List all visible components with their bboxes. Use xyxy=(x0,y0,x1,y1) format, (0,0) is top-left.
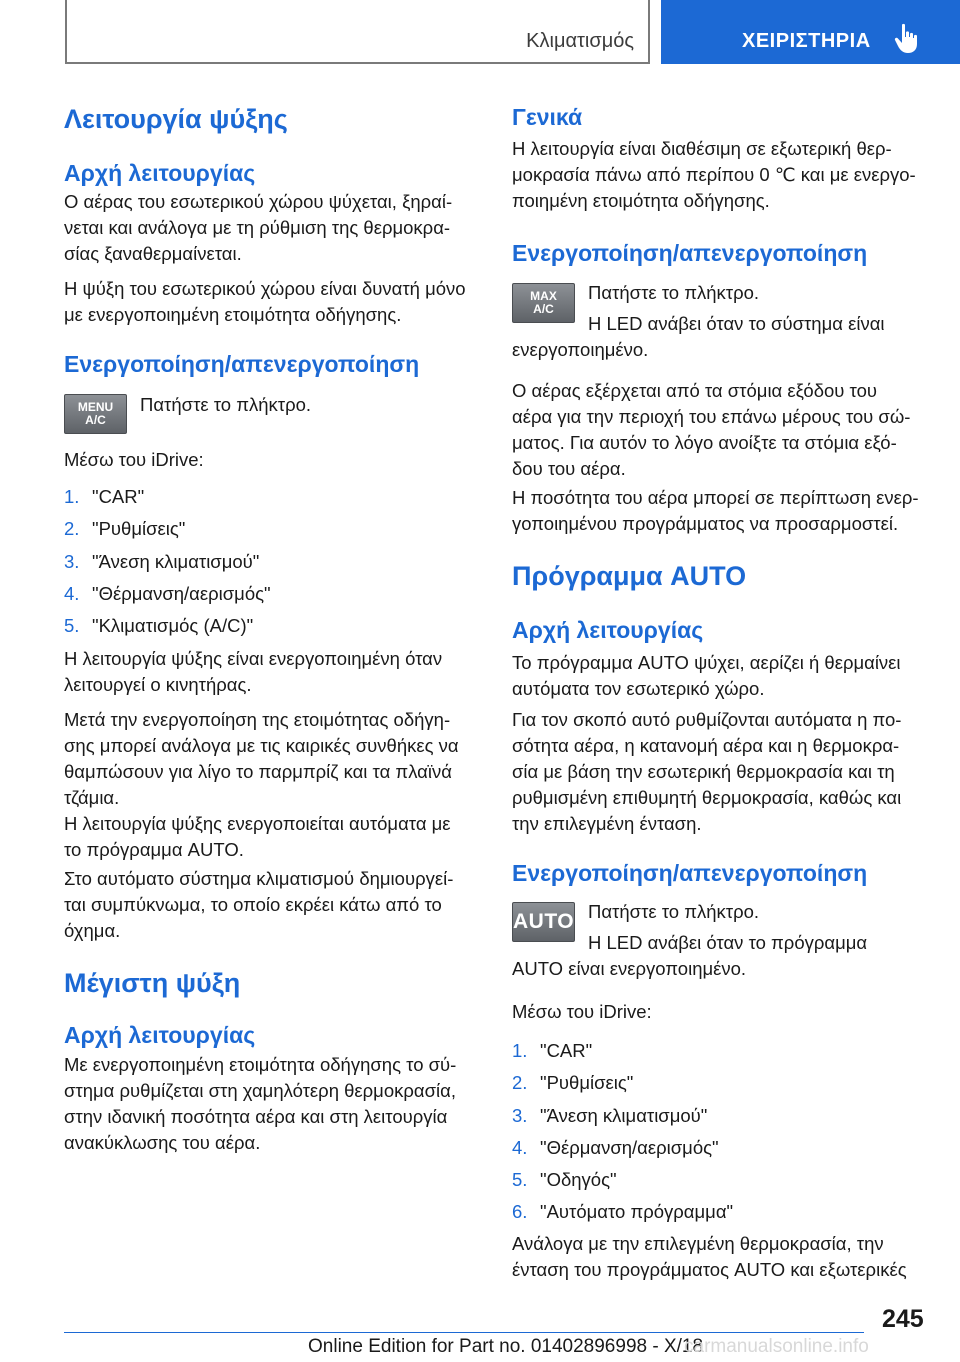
led-text-auto: Η LED ανάβει όταν το πρόγραμμα xyxy=(588,932,868,953)
heading-activation: Ενεργοποίηση/απενεργοποίηση xyxy=(64,351,420,377)
auto-button-image: AUTO xyxy=(512,902,575,942)
heading-activation-max: Ενεργοποίηση/απενεργοποίηση xyxy=(512,240,868,266)
paragraph-auto-activation: Η λειτουργία ψύξης ενεργοποιείται αυτόματα με το πρόγραμμα AUTO. xyxy=(64,813,451,860)
press-key-text-auto: Πατήστε το πλήκτρο. xyxy=(588,901,760,922)
list-item: 4. "Θέρμανση/αερισμός" xyxy=(512,1137,719,1158)
max-ac-button-image: MAX A/C xyxy=(512,283,575,323)
paragraph-engine-running: Η λειτουργία ψύξης είναι ενεργοποιημένη όταν λειτουργεί ο κινητήρας. xyxy=(64,648,443,695)
list-item: 6. "Αυτόματο πρόγραμμα" xyxy=(512,1201,734,1222)
footer-rule xyxy=(64,1332,864,1333)
list-item: 2. "Ρυθμίσεις" xyxy=(64,518,186,539)
chapter-title: Κλιματισμός xyxy=(526,30,634,52)
paragraph-air-outlets: Ο αέρας εξέρχεται από τα στόμια εξόδου του αέρα για την περιοχή του επάνω μέρους του σώ- ματος. Για αυτόν το λόγο ανοίξτε τα στόμια εξό- δου του αέρα. xyxy=(512,380,911,479)
press-key-text-max: Πατήστε το πλήκτρο. xyxy=(588,282,760,303)
section-tab-label: ΧΕΙΡΙΣΤΗΡΙΑ xyxy=(742,30,871,52)
heading-activation-auto: Ενεργοποίηση/απενεργοποίηση xyxy=(512,860,868,886)
press-key-text: Πατήστε το πλήκτρο. xyxy=(140,394,312,415)
paragraph-cooling-intro: Ο αέρας του εσωτερικού χώρου ψύχεται, ξηραί- νεται και ανάλογα με τη ρύθμιση της θερμοκρα- σίας ξαναθερμαίνεται. xyxy=(64,191,453,264)
via-idrive-text: Μέσω του iDrive: xyxy=(64,449,204,470)
heading-cooling: Λειτουργία ψύξης xyxy=(64,104,288,134)
header-chapter-box xyxy=(65,0,650,64)
paragraph-general: Η λειτουργία είναι διαθέσιμη σε εξωτερική θερ- μοκρασία πάνω από περίπου 0 ℃ και με ενεργο- ποιημένη ετοιμότητα οδήγησης. xyxy=(512,138,916,211)
paragraph-cooling-condition: Η ψύξη του εσωτερικού χώρου είναι δυνατή μόνο με ενεργοποιημένη ετοιμότητα οδήγησης. xyxy=(64,278,466,325)
paragraph-auto-intro: Το πρόγραμμα AUTO ψύχει, αερίζει ή θερμαίνει αυτόματα τον εσωτερικό χώρο. xyxy=(512,652,901,699)
heading-auto-program: Πρόγραμμα AUTO xyxy=(512,561,747,591)
paragraph-condensate: Στο αυτόματο σύστημα κλιματισμού δημιουργεί- ται συμπύκνωμα, το οποίο εκρέει κάτω από το όχημα. xyxy=(64,868,454,941)
heading-principle-max: Αρχή λειτουργίας xyxy=(64,1022,256,1048)
page-number: 245 xyxy=(882,1305,924,1333)
heading-principle: Αρχή λειτουργίας xyxy=(64,160,256,186)
paragraph-max-cooling: Με ενεργοποιημένη ετοιμότητα οδήγησης το σύ- στημα ρυθμίζεται στη χαμηλότερη θερμοκρασία, στην ιδανική ποσότητα αέρα και στη λειτουργία ανακύκλωσης του αέρα. xyxy=(64,1054,457,1153)
heading-principle-auto: Αρχή λειτουργίας xyxy=(512,617,704,643)
paragraph-air-quantity: Η ποσότητα του αέρα μπορεί σε περίπτωση ενερ- γοποιημένου προγράμματος να προσαρμοστεί. xyxy=(512,487,919,534)
led-text-auto-cont: AUTO είναι ενεργοποιημένο. xyxy=(512,958,747,979)
hand-pointer-icon xyxy=(893,22,923,56)
section-tab[interactable] xyxy=(661,0,960,64)
paragraph-auto-intensity: Ανάλογα με την επιλεγμένη θερμοκρασία, την ένταση του προγράμματος AUTO και εξωτερικές xyxy=(512,1233,907,1280)
list-item: 3. "Άνεση κλιματισμού" xyxy=(64,551,260,572)
led-text-max-cont: ενεργοποιημένο. xyxy=(512,339,649,360)
footer-edition: Online Edition for Part no. 01402896998 - X/18 xyxy=(308,1336,704,1357)
paragraph-auto-details: Για τον σκοπό αυτό ρυθμίζονται αυτόματα η πο- σότητα αέρα, η κατανομή αέρα και η θερμοκρα- σία με βάση την εσωτερική θερμοκρασία και τη ρυθμισμένη επιθυμητή θερμοκρασία, καθώς και την επιλεγμένη ένταση. xyxy=(512,709,902,834)
list-item: 5. "Οδηγός" xyxy=(512,1169,617,1190)
heading-max-cooling: Μέγιστη ψύξη xyxy=(64,968,241,998)
list-item: 5. "Κλιματισμός (A/C)" xyxy=(64,615,254,636)
heading-general: Γενικά xyxy=(512,104,583,130)
list-item: 1. "CAR" xyxy=(64,486,145,507)
list-item: 4. "Θέρμανση/αερισμός" xyxy=(64,583,271,604)
list-item: 3. "Άνεση κλιματισμού" xyxy=(512,1105,708,1126)
led-text-max: Η LED ανάβει όταν το σύστημα είναι xyxy=(588,313,885,334)
menu-ac-button-image: MENU A/C xyxy=(64,394,127,434)
list-item: 2. "Ρυθμίσεις" xyxy=(512,1072,634,1093)
paragraph-fogging: Μετά την ενεργοποίηση της ετοιμότητας οδήγη- σης μπορεί ανάλογα με τις καιρικές συνθήκες να θαμπώσουν για λίγο το παρμπρίζ και τα πλαϊνά τζάμια. xyxy=(64,709,459,808)
watermark: carmanualsonline.info xyxy=(684,1336,869,1357)
list-item: 1. "CAR" xyxy=(512,1040,593,1061)
via-idrive-text-right: Μέσω του iDrive: xyxy=(512,1001,652,1022)
